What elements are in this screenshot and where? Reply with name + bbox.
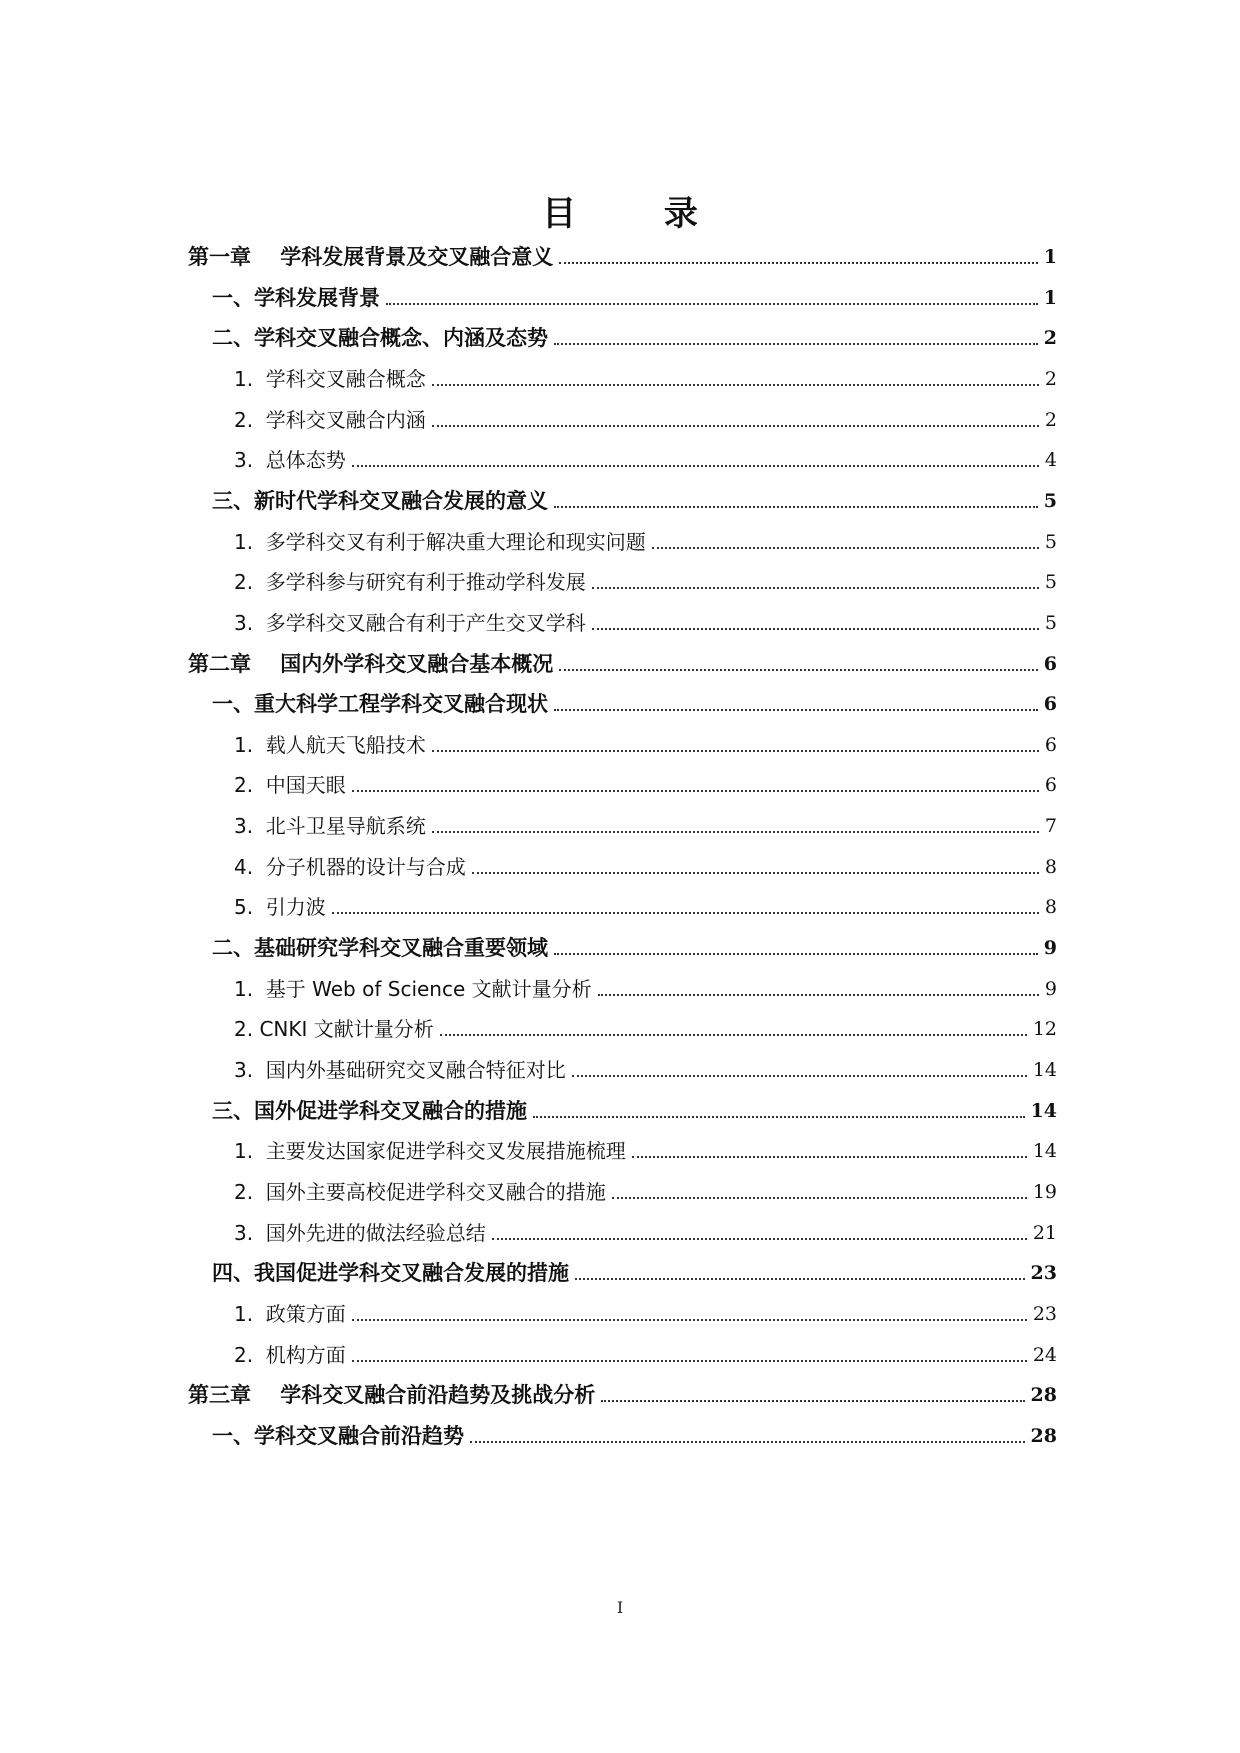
toc-section-entry[interactable]	[212, 486, 1057, 516]
toc-page-number: 5	[1044, 571, 1057, 593]
toc-subsection-entry[interactable]	[234, 1218, 1057, 1248]
toc-page-number: 6	[1044, 734, 1057, 756]
toc-page-number: 14	[1032, 1059, 1057, 1081]
toc-entry-title: 2. CNKI 文献计量分析	[234, 1017, 434, 1041]
toc-subsection-entry[interactable]	[234, 1014, 1057, 1044]
dot-leader	[432, 425, 1039, 427]
toc-page-number: 24	[1032, 1344, 1057, 1366]
toc-entry-title: 2. 国外主要高校促进学科交叉融合的措施	[234, 1180, 606, 1204]
toc-page-number: 2	[1044, 368, 1057, 390]
page-title: 目 录	[542, 194, 736, 234]
dot-leader	[492, 1238, 1027, 1240]
toc-entry-title: 一、学科交叉融合前沿趋势	[212, 1424, 464, 1448]
dot-leader	[601, 1400, 1024, 1402]
toc-subsection-entry[interactable]	[234, 1136, 1057, 1166]
toc-entry-title: 一、学科发展背景	[212, 286, 380, 310]
toc-page-number: 6	[1043, 693, 1057, 715]
toc-subsection-entry[interactable]	[234, 730, 1057, 760]
toc-entry-title: 1. 基于 Web of Science 文献计量分析	[234, 977, 592, 1001]
toc-page-number: 14	[1030, 1100, 1057, 1122]
toc-entry-title: 第二章 国内外学科交叉融合基本概况	[188, 652, 554, 676]
dot-leader	[432, 750, 1039, 752]
dot-leader	[440, 1034, 1027, 1036]
dot-leader	[432, 384, 1039, 386]
toc-subsection-entry[interactable]	[234, 852, 1057, 882]
dot-leader	[632, 1156, 1027, 1158]
dot-leader	[554, 506, 1038, 508]
dot-leader	[592, 587, 1039, 589]
toc-page-number: 8	[1044, 856, 1057, 878]
toc-entry-title: 1. 政策方面	[234, 1302, 346, 1326]
toc-entry-title: 2. 中国天眼	[234, 773, 346, 797]
toc-entry-title: 3. 国内外基础研究交叉融合特征对比	[234, 1058, 566, 1082]
toc-section-entry[interactable]	[212, 323, 1057, 353]
toc-page-number: 9	[1043, 937, 1057, 959]
toc-entry-title: 1. 载人航天飞船技术	[234, 733, 426, 757]
toc-page-number: 5	[1044, 612, 1057, 634]
toc-entry-title: 3. 北斗卫星导航系统	[234, 814, 426, 838]
toc-subsection-entry[interactable]	[234, 608, 1057, 638]
toc-entry-title: 2. 机构方面	[234, 1343, 346, 1367]
dot-leader	[352, 465, 1039, 467]
toc-entry-title: 4. 分子机器的设计与合成	[234, 855, 466, 879]
toc-subsection-entry[interactable]	[234, 811, 1057, 841]
toc-entry-title: 第三章 学科交叉融合前沿趋势及挑战分析	[188, 1383, 596, 1407]
toc-entry-title: 四、我国促进学科交叉融合发展的措施	[212, 1261, 569, 1285]
toc-page-number: 2	[1043, 327, 1057, 349]
toc-subsection-entry[interactable]	[234, 445, 1057, 475]
toc-subsection-entry[interactable]	[234, 567, 1057, 597]
toc-section-entry[interactable]	[212, 1096, 1057, 1126]
toc-entry-title: 3. 国外先进的做法经验总结	[234, 1221, 486, 1245]
toc-page-number: 12	[1032, 1018, 1057, 1040]
toc-section-entry[interactable]	[212, 283, 1057, 313]
dot-leader	[559, 669, 1038, 671]
toc-page-number: 14	[1032, 1140, 1057, 1162]
toc-subsection-entry[interactable]	[234, 892, 1057, 922]
toc-page-number: 5	[1043, 490, 1057, 512]
dot-leader	[612, 1197, 1027, 1199]
toc-page-number: 2	[1044, 409, 1057, 431]
toc-entry-title: 1. 学科交叉融合概念	[234, 367, 426, 391]
page-number-footer: I	[616, 1598, 624, 1617]
toc-subsection-entry[interactable]	[234, 974, 1057, 1004]
toc-entry-title: 3. 多学科交叉融合有利于产生交叉学科	[234, 611, 586, 635]
dot-leader	[559, 262, 1038, 264]
toc-subsection-entry[interactable]	[234, 405, 1057, 435]
toc-entry-title: 二、学科交叉融合概念、内涵及态势	[212, 326, 548, 350]
toc-chapter-entry[interactable]	[188, 649, 1057, 679]
dot-leader	[332, 912, 1039, 914]
toc-entry-title: 1. 多学科交叉有利于解决重大理论和现实问题	[234, 530, 646, 554]
toc-page-number: 28	[1030, 1384, 1057, 1406]
toc-entry-title: 二、基础研究学科交叉融合重要领域	[212, 936, 548, 960]
toc-entry-title: 三、新时代学科交叉融合发展的意义	[212, 489, 548, 513]
toc-page-number: 4	[1044, 449, 1057, 471]
toc-section-entry[interactable]	[212, 1258, 1057, 1288]
toc-subsection-entry[interactable]	[234, 1055, 1057, 1085]
toc-page-number: 5	[1044, 531, 1057, 553]
toc-entry-title: 2. 多学科参与研究有利于推动学科发展	[234, 570, 586, 594]
toc-page-number: 6	[1043, 653, 1057, 675]
toc-subsection-entry[interactable]	[234, 1177, 1057, 1207]
toc-entry-title: 3. 总体态势	[234, 448, 346, 472]
toc-chapter-entry[interactable]	[188, 242, 1057, 272]
dot-leader	[598, 994, 1039, 996]
toc-subsection-entry[interactable]	[234, 1299, 1057, 1329]
toc-entry-title: 一、重大科学工程学科交叉融合现状	[212, 692, 548, 716]
toc-page-number: 21	[1032, 1222, 1057, 1244]
toc-page-number: 1	[1043, 246, 1057, 268]
dot-leader	[386, 303, 1038, 305]
toc-page-number: 28	[1030, 1425, 1057, 1447]
toc-entry-title: 5. 引力波	[234, 895, 326, 919]
toc-entry-title: 2. 学科交叉融合内涵	[234, 408, 426, 432]
dot-leader	[554, 343, 1038, 345]
toc-entry-title: 1. 主要发达国家促进学科交叉发展措施梳理	[234, 1139, 626, 1163]
dot-leader	[575, 1278, 1025, 1280]
dot-leader	[472, 872, 1039, 874]
dot-leader	[352, 1319, 1027, 1321]
dot-leader	[554, 953, 1038, 955]
toc-entry-title: 第一章 学科发展背景及交叉融合意义	[188, 245, 554, 269]
dot-leader	[652, 547, 1039, 549]
dot-leader	[352, 790, 1039, 792]
toc-page-number: 6	[1044, 774, 1057, 796]
toc-page-number: 19	[1032, 1181, 1057, 1203]
toc-chapter-entry[interactable]	[188, 1380, 1057, 1410]
dot-leader	[432, 831, 1039, 833]
toc-page-number: 23	[1032, 1303, 1057, 1325]
toc-page-number: 23	[1030, 1262, 1057, 1284]
toc-page-number: 7	[1044, 815, 1057, 837]
toc-subsection-entry[interactable]	[234, 527, 1057, 557]
toc-subsection-entry[interactable]	[234, 364, 1057, 394]
dot-leader	[572, 1075, 1027, 1077]
toc-section-entry[interactable]	[212, 933, 1057, 963]
dot-leader	[533, 1116, 1025, 1118]
toc-page-number: 1	[1043, 287, 1057, 309]
dot-leader	[352, 1360, 1027, 1362]
toc-section-entry[interactable]	[212, 1421, 1057, 1451]
dot-leader	[470, 1441, 1025, 1443]
toc-subsection-entry[interactable]	[234, 770, 1057, 800]
toc-section-entry[interactable]	[212, 689, 1057, 719]
dot-leader	[592, 628, 1039, 630]
toc-entry-title: 三、国外促进学科交叉融合的措施	[212, 1099, 527, 1123]
toc-subsection-entry[interactable]	[234, 1340, 1057, 1370]
toc-page-number: 9	[1044, 978, 1057, 1000]
dot-leader	[554, 709, 1038, 711]
toc-page-number: 8	[1044, 896, 1057, 918]
